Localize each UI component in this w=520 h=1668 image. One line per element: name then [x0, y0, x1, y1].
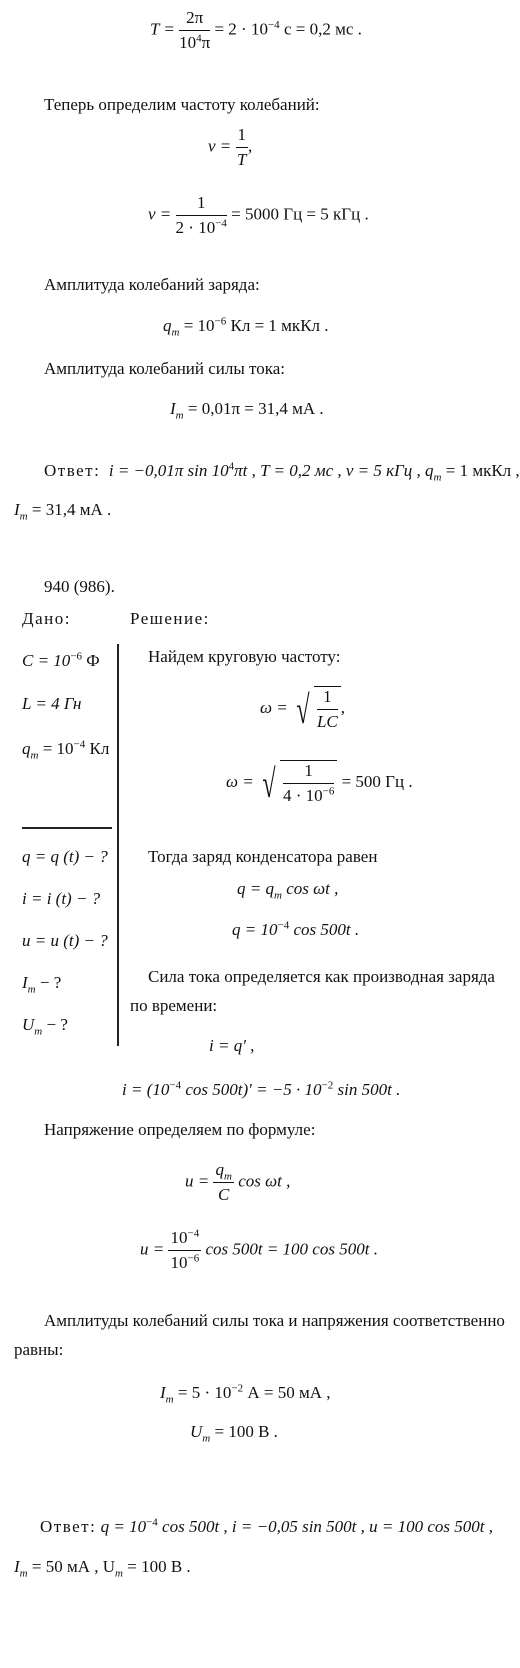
omega-intro-text: Найдем круговую частоту: — [148, 647, 341, 666]
find-voltage: u = u (t) − ? — [22, 931, 108, 950]
charge-intro-text: Тогда заряд конденсатора равен — [148, 847, 378, 866]
omega-value: ω = √ $\frac{1}{4 \cdot 10^{-6}}$ = 500 Гц . — [226, 760, 413, 806]
charge-law-numeric: $q = 10^{-4}$ cos 500t . — [232, 919, 360, 939]
current-derivative-text-1: Сила тока определяется как производная заряда — [148, 967, 495, 986]
voltage-definition: u = $\frac{q_m}{C}$ cos ωt , — [185, 1160, 291, 1204]
omega-definition: ω = √ $\frac{1}{LC}$ , — [260, 686, 345, 732]
answer-1-line-1: Ответ: i = −0,01π $\sin 10^4\pi t$ , T = 0,2 мс , ν = 5 кГц , $q_m = 1$ мкКл , — [44, 460, 520, 484]
problem-number: 940 (986). — [44, 577, 115, 596]
answer-1-line-2: $I_m = 31,4$ мА . — [14, 500, 112, 523]
given-solution-divider — [117, 644, 119, 1046]
answer-2-line-1: Ответ: $q = 10^{-4}$ cos 500t , i = −0,05 sin 500t , u = 100 cos 500t , — [40, 1516, 494, 1536]
find-charge: q = q (t) − ? — [22, 847, 108, 866]
period-equation: T = $\frac{2\pi}{10^4\pi}$ = $2 \cdot 10^{-4}$ с = 0,2 мс . — [150, 8, 362, 52]
given-inductance: L = 4 Гн — [22, 694, 82, 713]
answer-2-line-2: $I_m = 50$ мА , $U_m = 100$ В . — [14, 1557, 191, 1580]
given-separator — [22, 827, 112, 829]
charge-amplitude-equation: $q_m = 10^{-6}$ Кл = 1 мкКл . — [163, 315, 329, 339]
current-derivative-text-2: по времени: — [130, 996, 218, 1015]
current-amplitude-text: Амплитуда колебаний силы тока: — [44, 359, 286, 378]
given-charge: $q_m = 10^{-4}$ Кл — [22, 738, 110, 762]
current-amplitude-equation: $I_m = 0,01\pi = 31,4$ мА . — [170, 399, 324, 422]
amplitudes-text-2: равны: — [14, 1340, 64, 1359]
solution-title: Решение: — [130, 609, 210, 628]
charge-amplitude-text: Амплитуда колебаний заряда: — [44, 275, 260, 294]
voltage-expression: u = $\frac{10^{-4}}{10^{-6}}$ cos 500t = 100 cos 500t . — [140, 1227, 378, 1272]
amplitudes-text-1: Амплитуды колебаний силы тока и напряжения соответственно — [44, 1311, 505, 1330]
frequency-definition: ν = $\frac{1}{T}$ , — [208, 125, 253, 169]
current-definition: i = q′ , — [209, 1036, 255, 1055]
charge-law: $q = q_m$ cos ωt , — [237, 879, 339, 902]
given-title: Дано: — [22, 609, 71, 628]
current-expression: $i = (10^{-4}$ $\cos 500t)' = -5 \cdot 10^{-2}$ sin 500t . — [122, 1079, 401, 1099]
find-current: i = i (t) − ? — [22, 889, 101, 908]
given-capacitance: $C = 10^{-6}$ Ф — [22, 650, 100, 670]
find-current-amplitude: $I_m$ − ? — [22, 973, 62, 996]
voltage-intro-text: Напряжение определяем по формуле: — [44, 1120, 316, 1139]
frequency-intro-text: Теперь определим частоту колебаний: — [44, 95, 320, 114]
frequency-value: ν = $\frac{1}{2 \cdot 10^{-4}}$ = 5000 Гц = 5 кГц . — [148, 193, 369, 237]
current-amplitude-value: $I_m = 5 \cdot 10^{-2}$ А = 50 мА , — [160, 1382, 331, 1406]
find-voltage-amplitude: $U_m$ − ? — [22, 1015, 68, 1038]
voltage-amplitude-value: $U_m = 100$ В . — [190, 1422, 278, 1445]
